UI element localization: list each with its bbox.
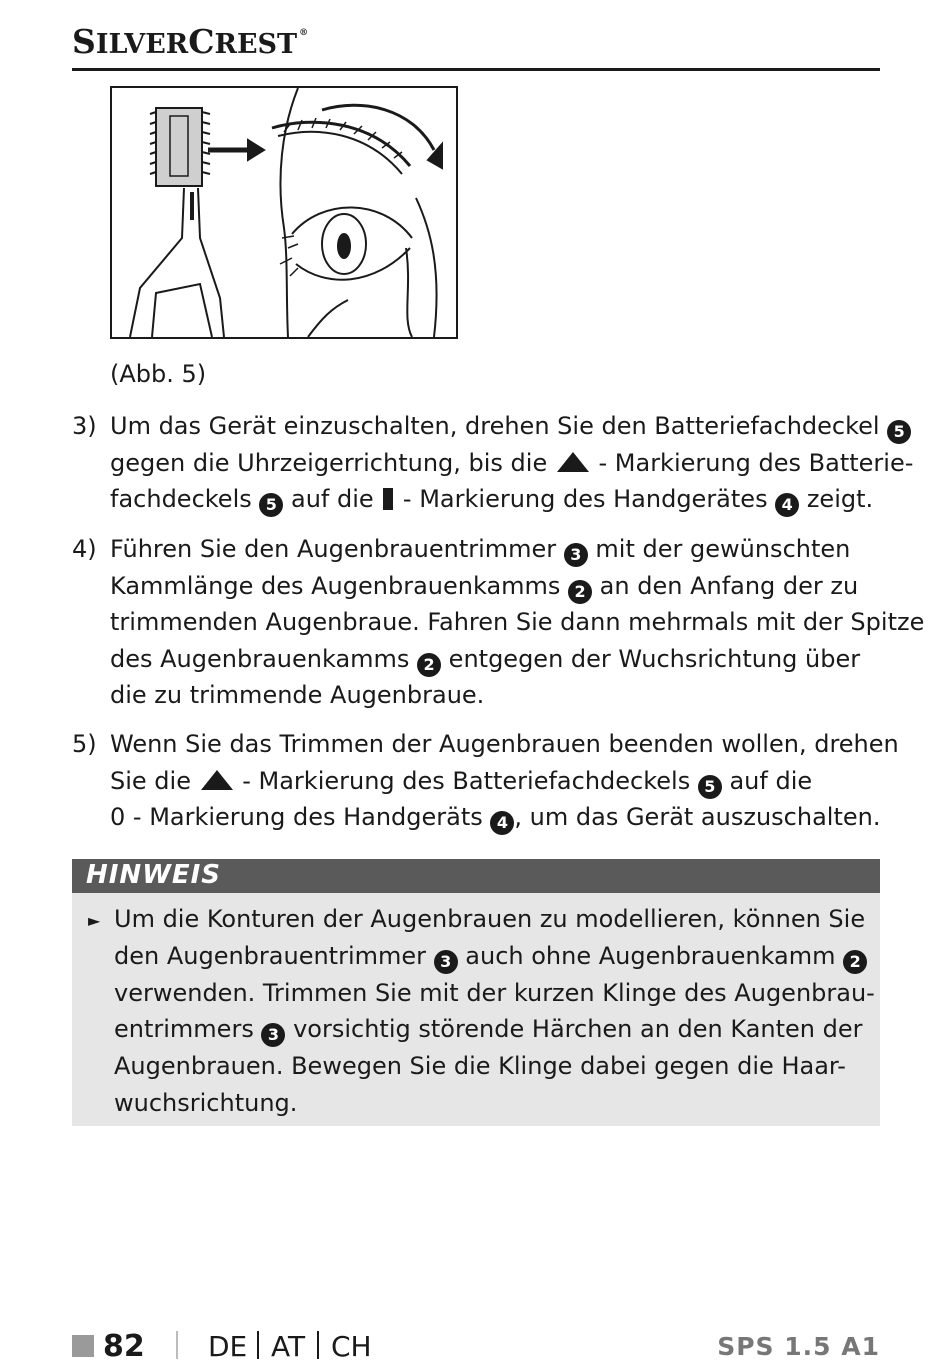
step-number: 4): [72, 535, 97, 563]
bar-icon: [383, 488, 393, 510]
step-text: [110, 726, 899, 836]
text-line: wuchsrichtung.: [114, 1088, 298, 1117]
triangle-icon: [557, 452, 589, 472]
text-line: 0 - Markierung des Handgeräts 4 , um das Gerät auszuschalten.: [110, 799, 882, 836]
ref-badge-5: 5: [259, 493, 283, 517]
text-line: des Augenbrauenkamms 2 entgegen der Wuchsrichtung über: [110, 641, 882, 678]
text-line: Wenn Sie das Trimmen der Augenbrauen beenden wollen, drehen: [110, 730, 899, 758]
page-number: 82: [103, 1329, 145, 1364]
lang-at: AT: [271, 1330, 306, 1363]
ref-badge-4: 4: [490, 811, 514, 835]
model-number: SPS 1.5 A1: [717, 1332, 880, 1361]
step-text: [110, 531, 925, 714]
text-line: Augenbrauen. Bewegen Sie die Klinge dabei gegen die Haar-: [114, 1052, 846, 1081]
text-line: den Augenbrauentrimmer 3 auch ohne Augenbrauenkamm 2: [114, 938, 874, 975]
text-line: trimmenden Augenbraue. Fahren Sie dann mehrmals mit der Spitze: [110, 608, 925, 636]
divider: [317, 1331, 319, 1359]
figure-caption: (Abb. 5): [110, 360, 207, 388]
note-header: [72, 859, 880, 893]
ref-badge-3: 3: [261, 1023, 285, 1047]
ref-badge-2: 2: [417, 653, 441, 677]
brand-logo: SILVERCREST ®: [72, 22, 309, 61]
ref-badge-5: 5: [698, 775, 722, 799]
ref-badge-3: 3: [564, 543, 588, 567]
divider: [176, 1331, 178, 1359]
text-line: Führen Sie den Augenbrauentrimmer 3 mit der gewünschten: [110, 531, 882, 568]
header-rule: [72, 68, 880, 71]
ref-badge-2: 2: [568, 580, 592, 604]
text-line: Um die Konturen der Augenbrauen zu modellieren, können Sie: [114, 905, 866, 933]
text-line: Kammlänge des Augenbrauenkamms 2 an den Anfang der zu: [110, 568, 882, 605]
lang-ch: CH: [331, 1330, 372, 1363]
footer-square-icon: [72, 1335, 94, 1357]
text-line: Sie die - Markierung des Batteriefachdeckels 5 auf die: [110, 763, 882, 800]
ref-badge-2: 2: [843, 950, 867, 974]
ref-badge-4: 4: [775, 493, 799, 517]
note-box: [72, 859, 880, 1126]
text-line: fachdeckels 5 auf die - Markierung des Handgerätes 4 zeigt.: [110, 481, 882, 518]
step-number: 3): [72, 412, 97, 440]
bullet-arrow-icon: ►: [88, 911, 101, 930]
trimmer-eyebrow-illustration: [112, 88, 456, 337]
note-title: HINWEIS: [86, 860, 222, 890]
triangle-icon: [201, 770, 233, 790]
text-line: gegen die Uhrzeigerrichtung, bis die - Markierung des Batterie-: [110, 448, 914, 477]
step-text: [110, 408, 914, 518]
lang-de: DE: [208, 1330, 248, 1363]
text-line: die zu trimmende Augenbraue.: [110, 681, 485, 709]
ref-badge-3: 3: [434, 950, 458, 974]
step-number: 5): [72, 730, 97, 758]
note-text: [114, 901, 874, 1122]
text-line: entrimmers 3 vorsichtig störende Härchen an den Kanten der: [114, 1011, 874, 1048]
page-footer: [72, 1327, 880, 1367]
text-line: verwenden. Trimmen Sie mit der kurzen Klinge des Augenbrau-: [114, 978, 875, 1007]
text-line: Um das Gerät einzuschalten, drehen Sie den Batteriefachdeckel 5: [110, 408, 882, 445]
divider: [257, 1331, 259, 1359]
illustration-figure: [110, 86, 458, 339]
ref-badge-5: 5: [887, 420, 911, 444]
